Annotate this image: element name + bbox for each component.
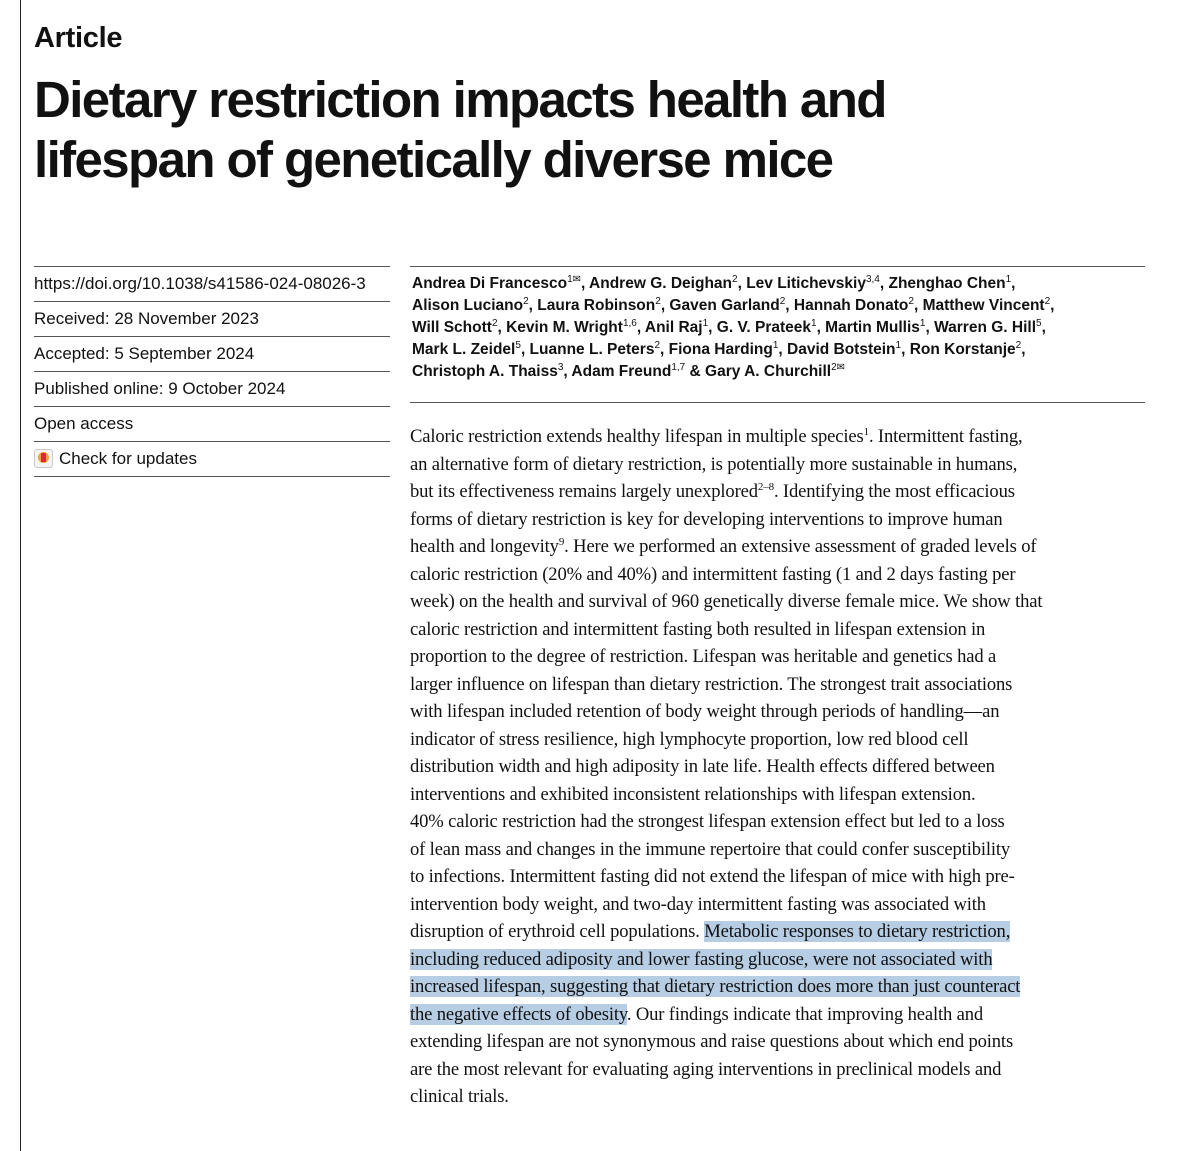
author-name[interactable]: & Gary A. Churchill <box>685 363 832 380</box>
abstract-text: disruption of erythroid cell populations. <box>410 921 705 942</box>
author-name[interactable]: , Laura Robinson <box>528 297 656 314</box>
abstract-line: with lifespan included retention of body weight through periods of handling—an <box>410 701 1000 722</box>
author-separator: , <box>1050 297 1055 314</box>
abstract-line: caloric restriction and intermittent fasting both resulted in lifespan extension in <box>410 618 986 640</box>
author-line <box>412 273 1145 295</box>
title-line: Dietary restriction impacts health and <box>34 71 886 128</box>
author-separator: , <box>1011 275 1016 292</box>
abstract-text: health and longevity <box>410 536 559 557</box>
author-affiliation: 1 <box>702 318 709 329</box>
accepted-date: Accepted: 5 September 2024 <box>34 336 390 371</box>
check-updates-icon <box>34 449 53 468</box>
author-affiliation: 1 <box>772 340 779 351</box>
author-name[interactable]: , Adam Freund <box>563 363 672 380</box>
article-title <box>34 70 1154 190</box>
author-name[interactable]: , Kevin M. Wright <box>497 319 623 336</box>
left-margin-rule <box>20 0 21 1151</box>
highlighted-text[interactable]: the negative effects of obesity <box>410 1003 627 1025</box>
abstract-line: interventions and exhibited inconsistent relationships with lifespan extension. <box>410 783 976 805</box>
author-name[interactable]: , Andrew G. Deighan <box>581 275 733 292</box>
author-line <box>412 317 1145 339</box>
received-date: Received: 28 November 2023 <box>34 301 390 336</box>
author-affiliation: 1 <box>919 318 926 329</box>
abstract-line: are the most relevant for evaluating aging interventions in preclinical models and <box>410 1058 1002 1080</box>
abstract-line <box>410 423 1145 451</box>
article-metadata <box>34 266 390 477</box>
author-affiliation: 1,7 <box>671 362 686 373</box>
author-separator: , <box>1021 341 1026 358</box>
author-name[interactable]: , Warren G. Hill <box>925 319 1036 336</box>
author-affiliation: 2 <box>1015 340 1022 351</box>
highlighted-text[interactable]: increased lifespan, suggesting that dietary restriction does more than just counteract <box>410 976 1021 997</box>
author-list <box>410 266 1145 403</box>
author-affiliation: 1 <box>895 340 902 351</box>
abstract-line: distribution width and high adiposity in late life. Health effects differed between <box>410 756 995 777</box>
author-affiliation: 5 <box>515 340 521 351</box>
author-name[interactable]: , Ron Korstanje <box>901 341 1016 358</box>
author-affiliation: 2✉ <box>831 362 846 373</box>
abstract-line <box>410 478 1145 506</box>
abstract-line: forms of dietary restriction is key for developing interventions to improve human <box>410 508 1003 530</box>
article-type-label: Article <box>34 22 123 54</box>
abstract-line: proportion to the degree of restriction. Lifespan was heritable and genetics had a <box>410 646 997 667</box>
author-name[interactable]: Christoph A. Thaiss <box>412 363 558 380</box>
check-for-updates-button[interactable] <box>34 441 390 477</box>
author-affiliation: 1,6 <box>622 318 637 329</box>
author-name[interactable]: Alison Luciano <box>412 297 524 314</box>
reference-citation[interactable]: 2–8 <box>757 481 774 493</box>
author-affiliation: 2 <box>1044 296 1051 307</box>
author-affiliation: 2 <box>654 340 661 351</box>
author-name[interactable]: , Luanne L. Peters <box>520 341 655 358</box>
abstract-line: clinical trials. <box>410 1086 509 1107</box>
author-line <box>412 339 1145 361</box>
author-name[interactable]: , Matthew Vincent <box>913 297 1045 314</box>
author-name[interactable]: Will Schott <box>412 319 492 336</box>
abstract-line <box>410 1001 1145 1029</box>
author-affiliation: 1 <box>1005 274 1012 285</box>
doi-link[interactable]: https://doi.org/10.1038/s41586-024-08026-3 <box>34 266 390 301</box>
abstract-line: 40% caloric restriction had the strongest lifespan extension effect but led to a loss <box>410 811 1005 832</box>
abstract-line: indicator of stress resilience, high lymphocyte proportion, low red blood cell <box>410 728 969 750</box>
author-affiliation: 1✉ <box>567 274 582 285</box>
abstract <box>410 423 1145 1111</box>
abstract-text: Caloric restriction extends healthy lifespan in multiple species <box>410 426 864 447</box>
author-name[interactable]: , Hannah Donato <box>785 297 909 314</box>
author-name[interactable]: , Martin Mullis <box>816 319 920 336</box>
abstract-line <box>410 533 1145 561</box>
author-affiliation: 3 <box>557 362 564 373</box>
author-affiliation: 5 <box>1036 318 1042 329</box>
main-column <box>410 266 1145 1111</box>
abstract-text: . Identifying the most efficacious <box>773 481 1015 502</box>
author-name[interactable]: , Fiona Harding <box>660 341 773 358</box>
abstract-line <box>410 973 1145 1001</box>
abstract-line: week) on the health and survival of 960 genetically diverse female mice. We show that <box>410 591 1043 612</box>
abstract-line: an alternative form of dietary restriction, is potentially more sustainable in humans, <box>410 453 1018 475</box>
abstract-line: extending lifespan are not synonymous and raise questions about which end points <box>410 1031 1014 1052</box>
abstract-line <box>410 918 1145 946</box>
abstract-line: intervention body weight, and two-day intermittent fasting was associated with <box>410 893 986 915</box>
reference-citation[interactable]: 9 <box>558 536 565 548</box>
author-affiliation: 2 <box>908 296 914 307</box>
author-name[interactable]: Mark L. Zeidel <box>412 341 516 358</box>
abstract-line: caloric restriction (20% and 40%) and intermittent fasting (1 and 2 days fasting per <box>410 563 1016 585</box>
author-affiliation: 2 <box>491 318 498 329</box>
highlighted-text[interactable]: Metabolic responses to dietary restriction, <box>704 921 1011 942</box>
author-line <box>412 295 1145 317</box>
open-access-label: Open access <box>34 406 390 441</box>
title-line: lifespan of genetically diverse mice <box>34 131 833 188</box>
author-affiliation: 2 <box>732 274 738 285</box>
abstract-line: of lean mass and changes in the immune repertoire that could confer susceptibility <box>410 838 1011 860</box>
author-affiliation: 2 <box>655 296 661 307</box>
author-affiliation: 2 <box>523 296 529 307</box>
published-date: Published online: 9 October 2024 <box>34 371 390 406</box>
reference-citation[interactable]: 1 <box>863 426 869 438</box>
abstract-line: to infections. Intermittent fasting did not extend the lifespan of mice with high pre- <box>410 866 1015 887</box>
author-name[interactable]: , G. V. Prateek <box>708 319 811 336</box>
abstract-text: but its effectiveness remains largely unexplored <box>410 481 758 502</box>
abstract-text: . Intermittent fasting, <box>868 426 1023 447</box>
abstract-text: . Here we performed an extensive assessment of graded levels of <box>564 536 1037 557</box>
author-name[interactable]: , Gaven Garland <box>660 297 780 314</box>
check-updates-label: Check for updates <box>59 449 197 468</box>
author-name[interactable]: , Zhenghao Chen <box>879 275 1006 292</box>
author-affiliation: 2 <box>779 296 786 307</box>
abstract-text: . Our findings indicate that improving health and <box>626 1003 984 1025</box>
author-name[interactable]: , David Botstein <box>778 341 896 358</box>
abstract-line: larger influence on lifespan than dietary restriction. The strongest trait associations <box>410 673 1013 695</box>
author-separator: , <box>1041 319 1046 336</box>
author-name[interactable]: , Anil Raj <box>636 319 703 336</box>
author-affiliation: 1 <box>811 318 817 329</box>
author-line <box>412 361 1145 383</box>
author-name[interactable]: Andrea Di Francesco <box>412 275 568 292</box>
highlighted-text[interactable]: including reduced adiposity and lower fasting glucose, were not associated with <box>410 948 993 970</box>
abstract-line <box>410 946 1145 974</box>
author-affiliation: 3,4 <box>865 274 880 285</box>
author-name[interactable]: , Lev Litichevskiy <box>737 275 866 292</box>
